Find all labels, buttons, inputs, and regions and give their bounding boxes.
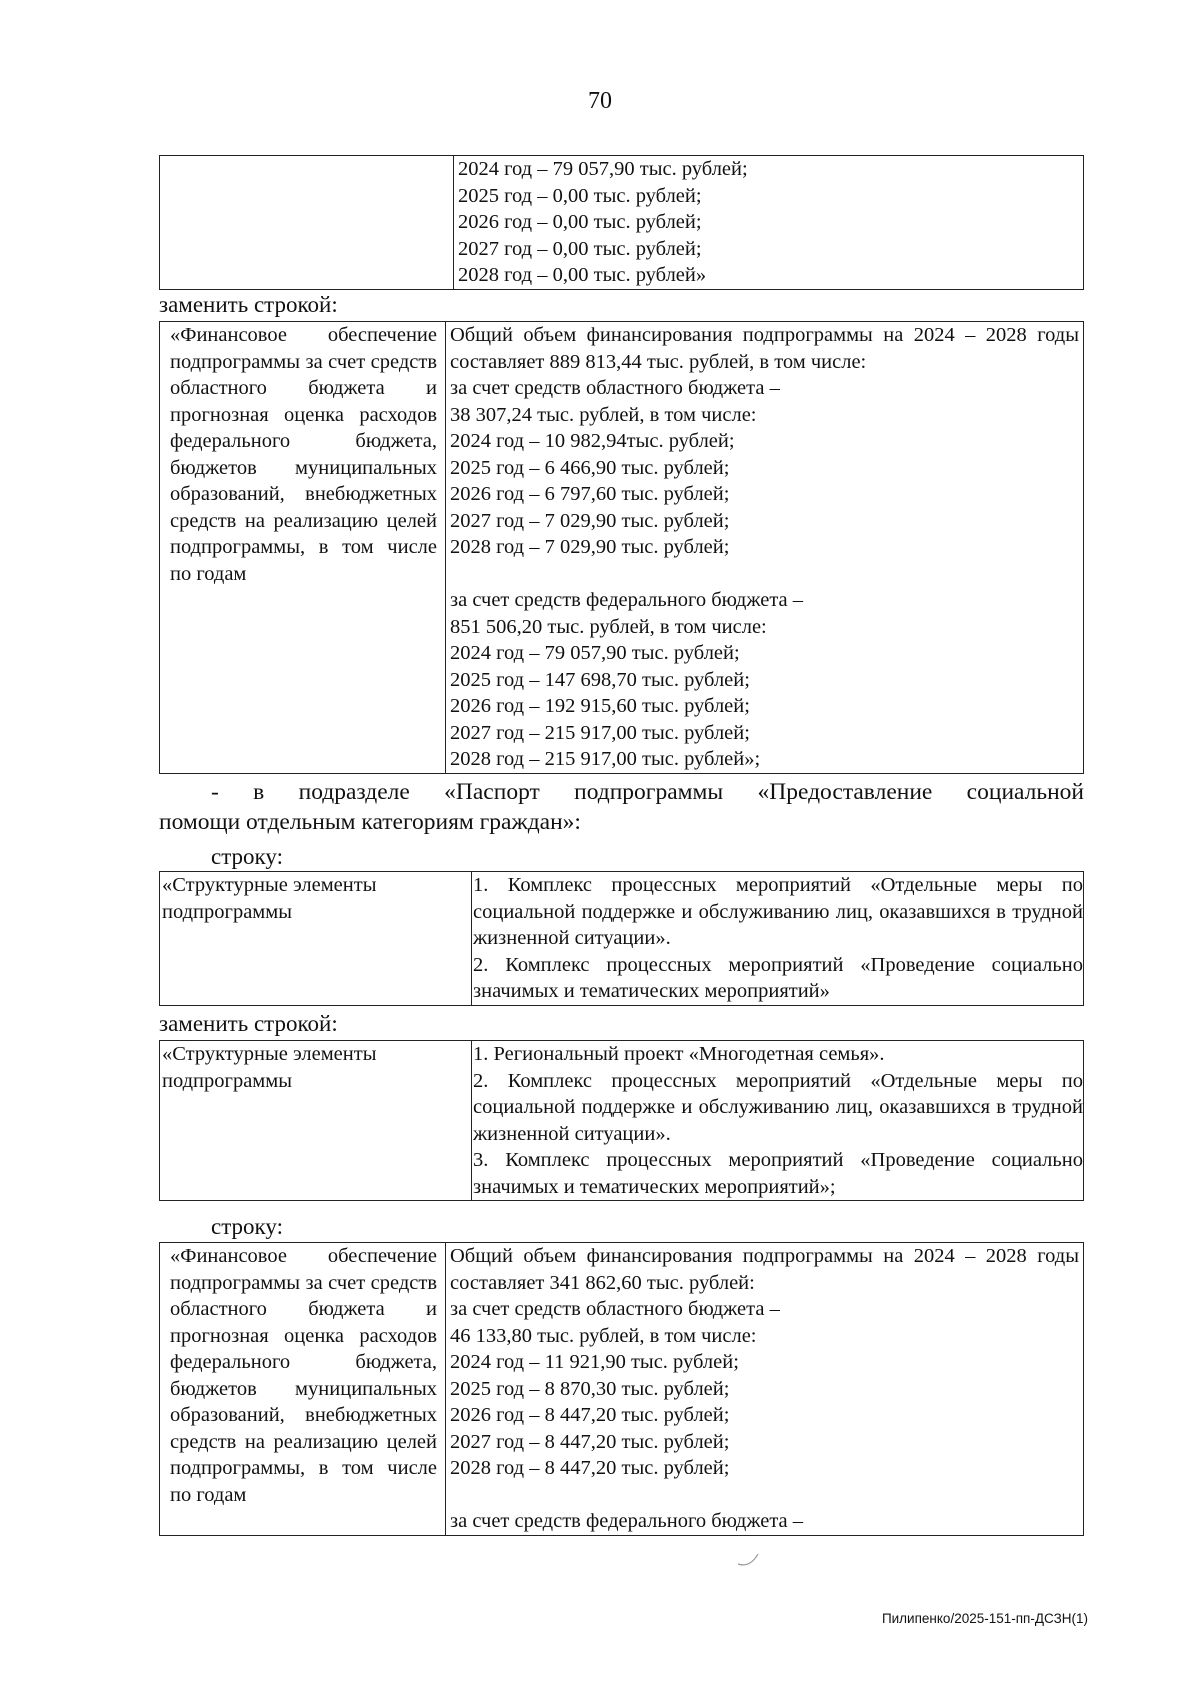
table-cell-empty [160,156,454,290]
structural-label-cell [160,1041,472,1201]
funding-intro: Общий объем финансирования подпрограммы на 2024 – 2028 годы составляет 341 862,60 тыс. рублей: [450,1245,1079,1294]
funding-line: 38 307,24 тыс. рублей, в том числе: [450,403,757,426]
funding-line: 2026 год – 192 915,60 тыс. рублей; [450,695,750,717]
funding-line: 2028 год – 8 447,20 тыс. рублей; [450,1457,730,1479]
funding-line: 2025 год – 6 466,90 тыс. рублей; [450,456,730,479]
replace-label: заменить строкой: [159,292,338,317]
table-row [160,1041,1084,1201]
replace-label: заменить строкой: [159,1011,338,1036]
funding-values-cell [446,322,1084,774]
funding-line: 2028 год – 7 029,90 тыс. рублей; [450,536,730,558]
structural-label: подпрограммы [162,1069,293,1092]
funding-line: 2027 год – 8 447,20 тыс. рублей; [450,1430,730,1453]
funding-line: 2028 год – 215 917,00 тыс. рублей»; [450,748,761,770]
funding-line: 2024 год – 79 057,90 тыс. рублей; [458,158,748,180]
funding-line: 2027 год – 0,00 тыс. рублей; [458,237,702,260]
funding-line: 2027 год – 215 917,00 тыс. рублей; [450,721,750,744]
funding-line: за счет средств федерального бюджета – [450,1510,804,1532]
structural-item: 1. Комплекс процессных мероприятий «Отдельные меры по социальной поддержке и обслуживанию лиц, оказавшихся в трудной жизненной ситуации». [473,874,1083,949]
structural-item: 1. Региональный проект «Многодетная семья». [473,1043,885,1065]
funding-line: 851 506,20 тыс. рублей, в том числе: [450,615,767,638]
funding-line: 2025 год – 147 698,70 тыс. рублей; [450,668,750,691]
table-cell-funding-years [454,156,1084,290]
spacer [450,1482,1079,1509]
table-row [160,1243,1084,1536]
funding-line: за счет средств федерального бюджета – [450,589,804,611]
table-structural-elements-new [159,1040,1084,1201]
funding-line: 2025 год – 0,00 тыс. рублей; [458,184,702,207]
structural-item: 3. Комплекс процессных мероприятий «Проведение социально значимых и тематических мероприятий»; [473,1149,1083,1198]
row-label: строку: [211,1214,283,1239]
structural-item: 2. Комплекс процессных мероприятий «Отдельные меры по социальной поддержке и обслуживанию лиц, оказавшихся в трудной жизненной ситуации». [473,1069,1083,1145]
structural-items-cell [472,872,1084,1006]
pen-mark-icon [736,1552,762,1568]
table-funding-current [159,1242,1084,1536]
funding-line: 2026 год – 8 447,20 тыс. рублей; [450,1404,730,1426]
funding-line: 2025 год – 8 870,30 тыс. рублей; [450,1377,730,1400]
row-label: строку: [211,844,283,869]
funding-description-cell [160,322,446,774]
structural-items-cell [472,1041,1084,1201]
funding-line: 2028 год – 0,00 тыс. рублей» [458,264,707,286]
funding-intro: Общий объем финансирования подпрограммы на 2024 – 2028 годы составляет 889 813,44 тыс. рублей, в том числе: [450,324,1079,373]
document-code: Пилипенко/2025-151-пп-ДСЗН(1) [881,1611,1088,1626]
funding-line: за счет средств областного бюджета – [450,1298,780,1320]
structural-item: 2. Комплекс процессных мероприятий «Проведение социально значимых и тематических мероприятий» [473,953,1083,1002]
funding-line: 2026 год – 0,00 тыс. рублей; [458,211,702,233]
funding-line: 46 133,80 тыс. рублей, в том числе: [450,1324,757,1347]
paragraph-line: - в подразделе «Паспорт подпрограммы «Предоставление социальной [211,779,1084,805]
structural-label-cell [160,872,472,1006]
table-funding-replacement [159,321,1084,774]
table-row [160,156,1084,290]
page-number: 70 [588,88,612,114]
table-funding-tail [159,155,1084,290]
funding-line: 2024 год – 79 057,90 тыс. рублей; [450,642,740,664]
structural-label: подпрограммы [162,900,293,923]
spacer [450,561,1079,588]
funding-description: «Финансовое обеспечение подпрограммы за счет средств областного бюджета и прогнозная оценка расходов федерального бюджета, бюджетов муниципальных образований, внебюджетных средств на реализацию целей подпрограммы, в том числе по годам [170,1245,437,1506]
paragraph-line: помощи отдельным категориям граждан»: [159,809,581,835]
funding-description: «Финансовое обеспечение подпрограммы за счет средств областного бюджета и прогнозная оценка расходов федерального бюджета, бюджетов муниципальных образований, внебюджетных средств на реализацию целей подпрограммы, в том числе по годам [170,324,437,585]
funding-line: 2024 год – 10 982,94тыс. рублей; [450,430,735,452]
subsection-paragraph [159,777,1084,837]
funding-values-cell [446,1243,1084,1536]
funding-description-cell [160,1243,446,1536]
table-row [160,872,1084,1006]
funding-line: 2026 год – 6 797,60 тыс. рублей; [450,483,730,505]
structural-label: «Структурные элементы [162,1043,377,1065]
table-row [160,322,1084,774]
structural-label: «Структурные элементы [162,874,377,896]
table-structural-elements [159,871,1084,1006]
funding-line: за счет средств областного бюджета – [450,377,780,399]
funding-line: 2027 год – 7 029,90 тыс. рублей; [450,509,730,532]
funding-line: 2024 год – 11 921,90 тыс. рублей; [450,1351,739,1373]
